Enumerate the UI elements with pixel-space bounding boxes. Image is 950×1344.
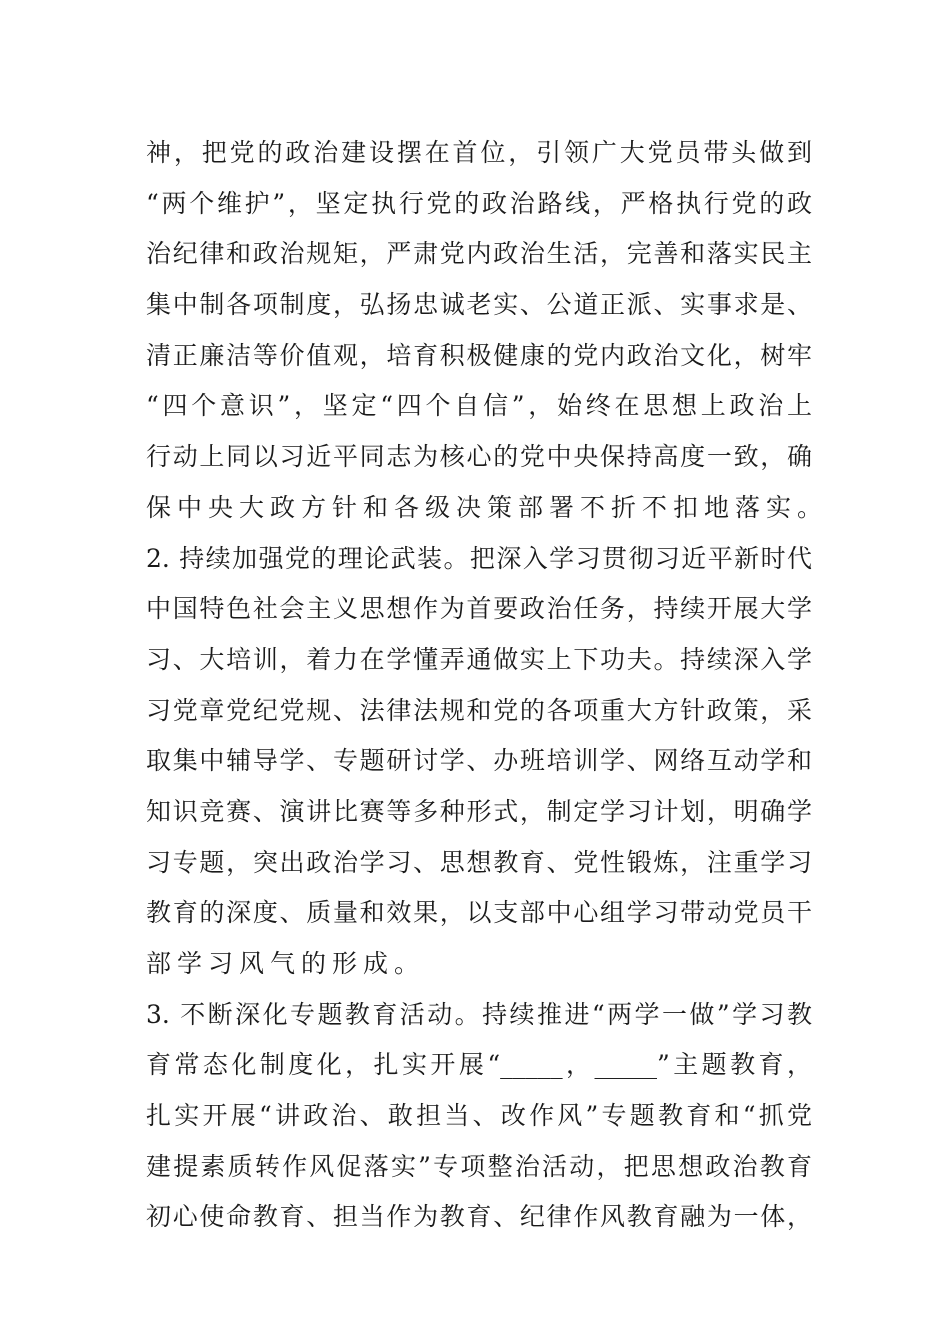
text-line: 育常态化制度化，扎实开展“_____，_____”主题教育， [146,1050,812,1080]
text-line: 习专题，突出政治学习、思想教育、党性锻炼，注重学习 [146,847,812,877]
text-line: “两个维护”，坚定执行党的政治路线，严格执行党的政 [146,188,812,218]
section-2-heading-line: 2. 持续加强党的理论武装。把深入学习贯彻习近平新时代 [146,543,812,573]
paragraph-end-line: 部学习风气的形成。 [146,949,426,978]
document-body [146,128,829,1243]
text-line: 行动上同以习近平同志为核心的党中央保持高度一致，确 [146,442,812,472]
text-line: 扎实开展“讲政治、敢担当、改作风”专题教育和“抓党 [146,1101,812,1131]
text-line: 知识竞赛、演讲比赛等多种形式，制定学习计划，明确学 [146,796,812,826]
text-line: 神，把党的政治建设摆在首位，引领广大党员带头做到 [146,138,812,167]
text-line: 习党章党纪党规、法律法规和党的各项重大方针政策，采 [146,695,812,725]
section-3-heading-line: 3. 不断深化专题教育活动。持续推进“两学一做”学习教 [146,999,812,1029]
text-line: 习、大培训，着力在学懂弄通做实上下功夫。持续深入学 [146,644,812,674]
text-line: 建提素质转作风促落实”专项整治活动，把思想政治教育 [146,1151,812,1181]
text-line: 清正廉洁等价值观，培育积极健康的党内政治文化，树牢 [146,340,812,370]
text-line: 治纪律和政治规矩，严肃党内政治生活，完善和落实民主 [146,239,812,269]
text-line: 集中制各项制度，弘扬忠诚老实、公道正派、实事求是、 [146,290,812,320]
text-line: 初心使命教育、担当作为教育、纪律作风教育融为一体， [146,1202,812,1232]
text-line: 中国特色社会主义思想作为首要政治任务，持续开展大学 [146,594,812,624]
paragraph-end-line: 保中央大政方针和各级决策部署不折不扣地落实。 [146,492,829,522]
text-line: 取集中辅导学、专题研讨学、办班培训学、网络互动学和 [146,746,812,776]
text-line: “四个意识”，坚定“四个自信”，始终在思想上政治上 [146,391,812,421]
text-line: 教育的深度、质量和效果，以支部中心组学习带动党员干 [146,898,812,928]
